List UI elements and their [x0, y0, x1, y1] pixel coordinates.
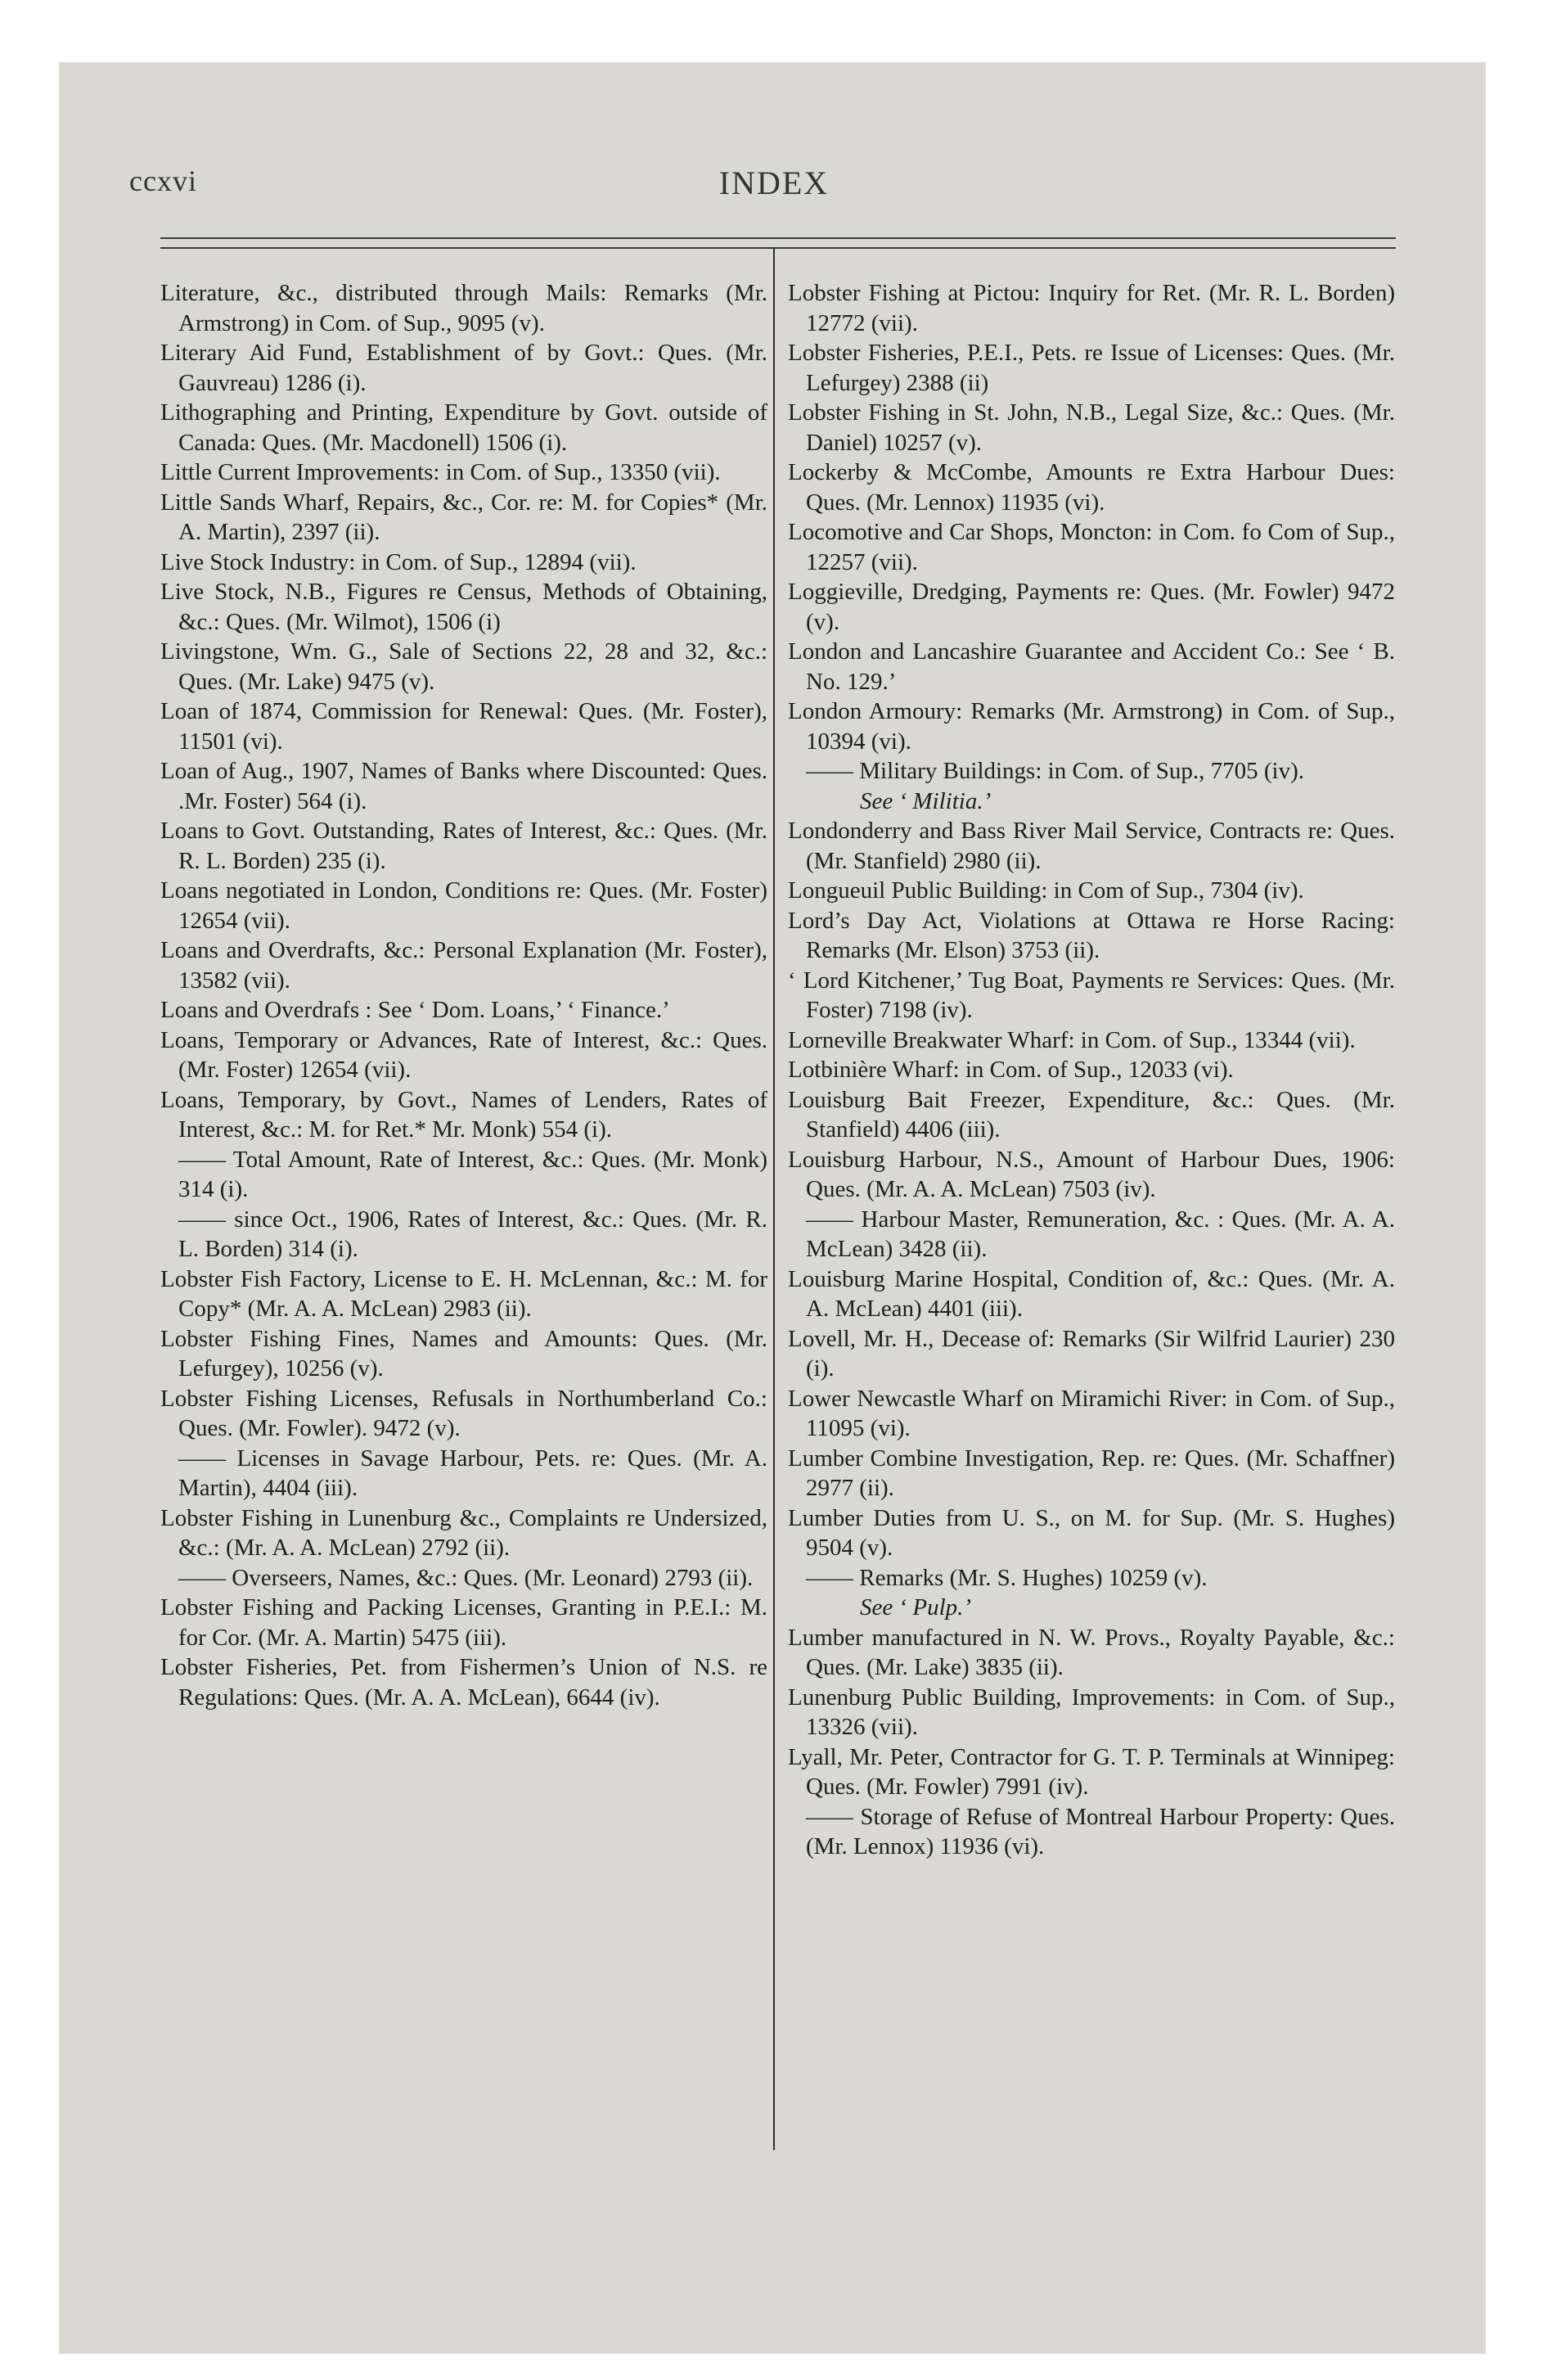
- index-entry: Lord’s Day Act, Violations at Ottawa re Horse Racing: Remarks (Mr. Elson) 3753 (ii).: [788, 907, 1395, 963]
- index-entry: Lunenburg Public Building, Improvements: in Com. of Sup., 13326 (vii).: [788, 1684, 1395, 1740]
- index-entry: Lobster Fishing in Lunenburg &c., Complaints re Undersized, &c.: (Mr. A. A. McLean) 2792 (ii).: [160, 1504, 767, 1561]
- index-entry: Londonderry and Bass River Mail Service, Contracts re: Ques. (Mr. Stanfield) 2980 (ii).: [788, 818, 1395, 874]
- index-entry: Loans, Temporary, by Govt., Names of Lenders, Rates of Interest, &c.: M. for Ret.* Mr. Monk) 554 (i).: [160, 1086, 767, 1143]
- index-entry: Locomotive and Car Shops, Moncton: in Com. fo Com of Sup., 12257 (vii).: [788, 519, 1395, 575]
- index-subentry: —— Total Amount, Rate of Interest, &c.: Ques. (Mr. Monk) 314 (i).: [178, 1146, 767, 1202]
- index-entry: Longueuil Public Building: in Com of Sup., 7304 (iv).: [788, 877, 1304, 904]
- index-entry: Loggieville, Dredging, Payments re: Ques. (Mr. Fowler) 9472 (v).: [788, 579, 1395, 635]
- header-rule-top: [160, 237, 1396, 239]
- index-entry: Lobster Fishing at Pictou: Inquiry for Ret. (Mr. R. L. Borden) 12772 (vii).: [788, 280, 1395, 336]
- index-entry: Literature, &c., distributed through Mails: Remarks (Mr. Armstrong) in Com. of Sup., 9095 (v).: [160, 280, 767, 336]
- index-entry: Lithographing and Printing, Expenditure by Govt. outside of Canada: Ques. (Mr. Macdonell) 1506 (i).: [160, 399, 767, 456]
- index-entry: Lorneville Breakwater Wharf: in Com. of Sup., 13344 (vii).: [788, 1026, 1356, 1053]
- index-entry: Loans, Temporary or Advances, Rate of Interest, &c.: Ques. (Mr. Foster) 12654 (vii).: [160, 1026, 767, 1083]
- see-reference: See ‘ Militia.’: [860, 787, 992, 814]
- index-entry: Livingstone, Wm. G., Sale of Sections 22, 28 and 32, &c.: Ques. (Mr. Lake) 9475 (v).: [160, 638, 767, 695]
- index-entry: Lobster Fishing Licenses, Refusals in Northumberland Co.: Ques. (Mr. Fowler). 9472 (v).: [160, 1385, 767, 1441]
- index-entry: Lumber manufactured in N. W. Provs., Royalty Payable, &c.: Ques. (Mr. Lake) 3835 (ii).: [788, 1624, 1395, 1680]
- index-entry: Live Stock, N.B., Figures re Census, Methods of Obtaining, &c.: Ques. (Mr. Wilmot), 1506 (i): [160, 579, 767, 635]
- header-rule-bottom: [160, 247, 1396, 249]
- index-entry: Loan of 1874, Commission for Renewal: Ques. (Mr. Foster), 11501 (vi).: [160, 698, 767, 755]
- index-entry: Lobster Fish Factory, License to E. H. McLennan, &c.: M. for Copy* (Mr. A. A. McLean) 2983 (ii).: [160, 1265, 767, 1322]
- index-entry: Lockerby & McCombe, Amounts re Extra Harbour Dues: Ques. (Mr. Lennox) 11935 (vi).: [788, 459, 1395, 516]
- index-entry: Lobster Fisheries, P.E.I., Pets. re Issue of Licenses: Ques. (Mr. Lefurgey) 2388 (ii): [788, 340, 1395, 396]
- index-subentry: —— since Oct., 1906, Rates of Interest, &c.: Ques. (Mr. R. L. Borden) 314 (i).: [178, 1206, 767, 1262]
- index-entry: London Armoury: Remarks (Mr. Armstrong) in Com. of Sup., 10394 (vi).: [788, 698, 1395, 755]
- index-entry: Lovell, Mr. H., Decease of: Remarks (Sir Wilfrid Laurier) 230 (i).: [788, 1325, 1395, 1382]
- index-entry: Louisburg Harbour, N.S., Amount of Harbour Dues, 1906: Ques. (Mr. A. A. McLean) 7503 (iv).: [788, 1146, 1395, 1202]
- index-entry: Lyall, Mr. Peter, Contractor for G. T. P. Terminals at Winnipeg: Ques. (Mr. Fowler) 7991 (iv).: [788, 1743, 1395, 1800]
- index-subentry: —— Remarks (Mr. S. Hughes) 10259 (v).: [806, 1564, 1208, 1591]
- index-entry: Lobster Fishing and Packing Licenses, Granting in P.E.I.: M. for Cor. (Mr. A. Martin) 5475 (iii).: [160, 1594, 767, 1651]
- index-entry: Loans and Overdrafs : See ‘ Dom. Loans,’ ‘ Finance.’: [160, 997, 670, 1023]
- index-entry: Lobster Fisheries, Pet. from Fishermen’s Union of N.S. re Regulations: Ques. (Mr. A. A. McLean), 6644 (iv).: [160, 1654, 767, 1711]
- left-column: [160, 278, 767, 1712]
- column-divider: [773, 247, 775, 2150]
- index-entry: Lumber Combine Investigation, Rep. re: Ques. (Mr. Schaffner) 2977 (ii).: [788, 1445, 1395, 1501]
- index-entry: London and Lancashire Guarantee and Accident Co.: See ‘ B. No. 129.’: [788, 638, 1395, 695]
- index-entry: Lumber Duties from U. S., on M. for Sup. (Mr. S. Hughes) 9504 (v).: [788, 1504, 1395, 1561]
- index-entry: Loans to Govt. Outstanding, Rates of Interest, &c.: Ques. (Mr. R. L. Borden) 235 (i).: [160, 818, 767, 874]
- page-number: ccxvi: [129, 165, 197, 197]
- index-entry: Live Stock Industry: in Com. of Sup., 12894 (vii).: [160, 548, 637, 575]
- index-entry: Louisburg Marine Hospital, Condition of, &c.: Ques. (Mr. A. A. McLean) 4401 (iii).: [788, 1265, 1395, 1322]
- index-entry: Loans and Overdrafts, &c.: Personal Explanation (Mr. Foster), 13582 (vii).: [160, 937, 767, 994]
- index-subentry: —— Harbour Master, Remuneration, &c. : Ques. (Mr. A. A. McLean) 3428 (ii).: [806, 1206, 1395, 1262]
- index-subentry: —— Overseers, Names, &c.: Ques. (Mr. Leonard) 2793 (ii).: [178, 1564, 754, 1591]
- index-entry: Little Current Improvements: in Com. of Sup., 13350 (vii).: [160, 459, 721, 485]
- index-subentry: —— Licenses in Savage Harbour, Pets. re: Ques. (Mr. A. Martin), 4404 (iii).: [178, 1445, 767, 1501]
- right-column: [788, 278, 1395, 1862]
- index-entry: Little Sands Wharf, Repairs, &c., Cor. re: M. for Copies* (Mr. A. Martin), 2397 (ii).: [160, 489, 767, 545]
- index-entry: Louisburg Bait Freezer, Expenditure, &c.: Ques. (Mr. Stanfield) 4406 (iii).: [788, 1086, 1395, 1143]
- index-entry: Literary Aid Fund, Establishment of by Govt.: Ques. (Mr. Gauvreau) 1286 (i).: [160, 340, 767, 396]
- index-entry: Lotbinière Wharf: in Com. of Sup., 12033 (vi).: [788, 1057, 1234, 1083]
- index-entry: Loans negotiated in London, Conditions re: Ques. (Mr. Foster) 12654 (vii).: [160, 877, 767, 934]
- index-entry: Lobster Fishing in St. John, N.B., Legal Size, &c.: Ques. (Mr. Daniel) 10257 (v).: [788, 399, 1395, 456]
- index-entry: ‘ Lord Kitchener,’ Tug Boat, Payments re Services: Ques. (Mr. Foster) 7198 (iv).: [788, 967, 1395, 1023]
- index-entry: Lower Newcastle Wharf on Miramichi River: in Com. of Sup., 11095 (vi).: [788, 1385, 1395, 1441]
- index-entry: Loan of Aug., 1907, Names of Banks where Discounted: Ques. .Mr. Foster) 564 (i).: [160, 758, 767, 814]
- index-entry: Lobster Fishing Fines, Names and Amounts: Ques. (Mr. Lefurgey), 10256 (v).: [160, 1325, 767, 1382]
- page-title: INDEX: [718, 165, 830, 201]
- index-subentry: —— Military Buildings: in Com. of Sup., 7705 (iv).: [806, 758, 1305, 784]
- index-subentry: —— Storage of Refuse of Montreal Harbour Property: Ques. (Mr. Lennox) 11936 (vi).: [806, 1803, 1395, 1859]
- see-reference: See ‘ Pulp.’: [860, 1594, 972, 1620]
